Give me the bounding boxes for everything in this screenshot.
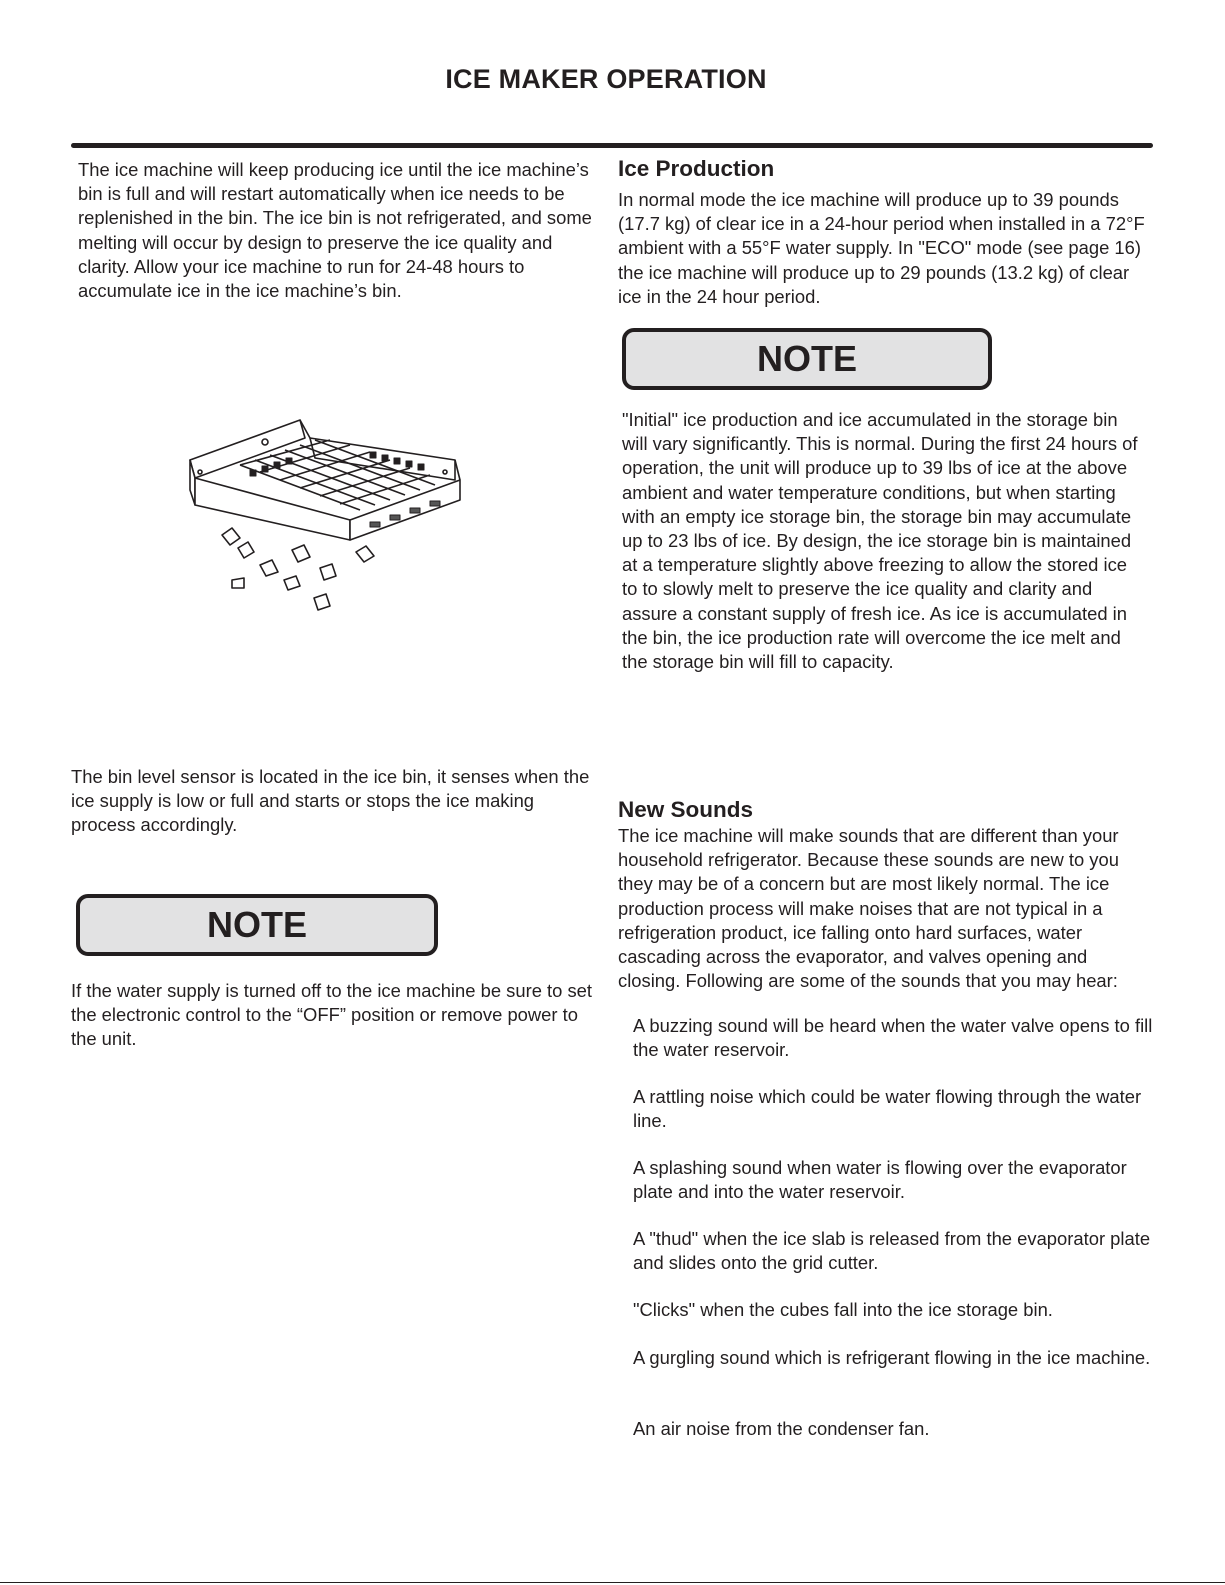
- sound-item-air-noise: An air noise from the condenser fan.: [633, 1418, 930, 1439]
- page-title: ICE MAKER OPERATION: [445, 64, 767, 94]
- sound-item-buzzing: A buzzing sound will be heard when the water valve opens to fill the water reservoir.: [633, 1015, 1153, 1061]
- sound-item-thud: A "thud" when the ice slab is released from the evaporator plate and slides onto the grid cutter.: [633, 1228, 1151, 1274]
- sound-item-rattling: A rattling noise which could be water flowing through the water line.: [633, 1086, 1142, 1132]
- new-sounds-heading: New Sounds: [618, 797, 754, 822]
- ice-cutter-grid-illustration: [180, 410, 480, 630]
- note-box-left: NOTE: [76, 894, 438, 956]
- ice-production-heading: Ice Production: [618, 156, 775, 181]
- bin-sensor-paragraph: The bin level sensor is located in the ice bin, it senses when the ice supply is low or full and starts or stops the ice making process accordingly.: [71, 766, 590, 836]
- sound-item-clicks: "Clicks" when the cubes fall into the ice storage bin.: [633, 1299, 1053, 1320]
- new-sounds-paragraph: The ice machine will make sounds that are different than your household refrigerator. Because these sounds are new to you they may be of a concern but are most likely normal. The ice production process will make noises that are not typical in a refrigeration product, ice falling onto hard surfaces, water cascading across the evaporator, and valves opening and closing. Following are some of the sounds that you may hear:: [618, 825, 1119, 992]
- note-box-right: NOTE: [622, 328, 992, 390]
- intro-paragraph: The ice machine will keep producing ice until the ice machine’s bin is full and will restart automatically when ice needs to be replenished in the bin. The ice bin is not refrigerated, and some melting will occur by design to preserve the ice quality and clarity. Allow your ice machine to run for 24-48 hours to accumulate ice in the ice machine’s bin.: [78, 159, 592, 302]
- page-bottom-edge: [0, 1582, 1225, 1583]
- sound-item-splashing: A splashing sound when water is flowing over the evaporator plate and into the water reservoir.: [633, 1157, 1127, 1203]
- ice-production-paragraph: In normal mode the ice machine will produce up to 39 pounds (17.7 kg) of clear ice in a 24-hour period when installed in a 72°F ambient with a 55°F water supply. In "ECO" mode (see page 16) the ice machine will produce up to 29 pounds (13.2 kg) of clear ice in the 24 hour period.: [618, 189, 1145, 307]
- sound-item-gurgling: A gurgling sound which is refrigerant flowing in the ice machine.: [633, 1347, 1151, 1368]
- title-divider: [71, 143, 1153, 148]
- initial-production-note: "Initial" ice production and ice accumulated in the storage bin will vary significantly. This is normal. During the first 24 hours of operation, the unit will produce up to 39 lbs of ice at the above ambient and water temperature conditions, but when starting with an empty ice storage bin, the storage bin may accumulate up to 23 lbs of ice. By design, the ice storage bin is maintained at a temperature slightly above freezing to allow the stored ice to to slowly melt to preserve the ice quality and clarity and assure a constant supply of fresh ice. As ice is accumulated in the bin, the ice production rate will overcome the ice melt and the storage bin will fill to capacity.: [622, 409, 1138, 673]
- water-supply-note: If the water supply is turned off to the ice machine be sure to set the electronic control to the “OFF” position or remove power to the unit.: [71, 980, 593, 1050]
